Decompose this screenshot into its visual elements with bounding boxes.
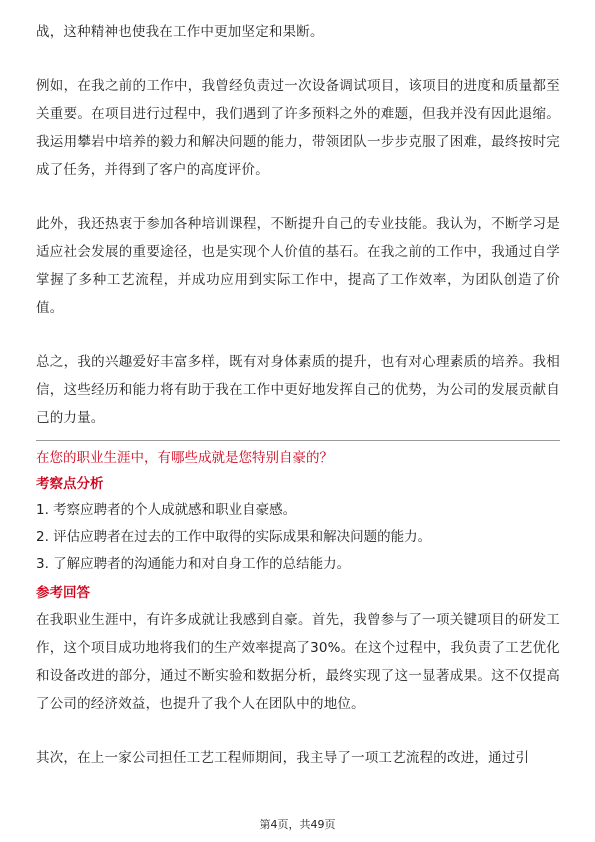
answer-paragraph: 在我职业生涯中，有许多成就让我感到自豪。首先，我曾参与了一项关键项目的研发工作，这个项目成功地将我们的生产效率提高了30%。在这个过程中，我负责了工艺优化和设备改进的部分，通过不断实验和数据分析，最终实现了这一显著成果。这不仅提高了公司的经济效益，也提升了我个人在团队中的地位。 <box>36 612 560 712</box>
analysis-item: 3. 了解应聘者的沟通能力和对自身工作的总结能力。 <box>36 556 351 572</box>
page-footer: 第4页，共49页 <box>259 818 336 831</box>
answer-paragraph: 其次，在上一家公司担任工艺工程师期间，我主导了一项工艺流程的改进，通过引 <box>36 750 530 766</box>
document-page <box>36 0 560 842</box>
paragraph-training: 此外，我还热衷于参加各种培训课程，不断提升自己的专业技能。我认为，不断学习是适应社会发展的重要途径，也是实现个人价值的基石。在我之前的工作中，我通过自学掌握了多种工艺流程，并成功应用到实际工作中，提高了工作效率，为团队创造了价值。 <box>36 216 560 316</box>
analysis-item: 1. 考察应聘者的个人成就感和职业自豪感。 <box>36 502 297 518</box>
paragraph-summary: 总之，我的兴趣爱好丰富多样，既有对身体素质的提升，也有对心理素质的培养。我相信，这些经历和能力将有助于我在工作中更好地发挥自己的优势，为公司的发展贡献自己的力量。 <box>36 354 560 426</box>
section-divider <box>36 440 560 441</box>
continuation-line: 战，这种精神也使我在工作中更加坚定和果断。 <box>36 24 324 40</box>
analysis-item: 2. 评估应聘者在过去的工作中取得的实际成果和解决问题的能力。 <box>36 529 432 545</box>
analysis-heading: 考察点分析 <box>36 476 104 492</box>
interview-question: 在您的职业生涯中，有哪些成就是您特别自豪的？ <box>36 450 333 466</box>
paragraph-example: 例如，在我之前的工作中，我曾经负责过一次设备调试项目，该项目的进度和质量都至关重要。在项目进行过程中，我们遇到了许多预料之外的难题，但我并没有因此退缩。我运用攀岩中培养的毅力和解决问题的能力，带领团队一步步克服了困难，最终按时完成了任务，并得到了客户的高度评价。 <box>36 78 560 178</box>
answer-heading: 参考回答 <box>36 585 90 601</box>
